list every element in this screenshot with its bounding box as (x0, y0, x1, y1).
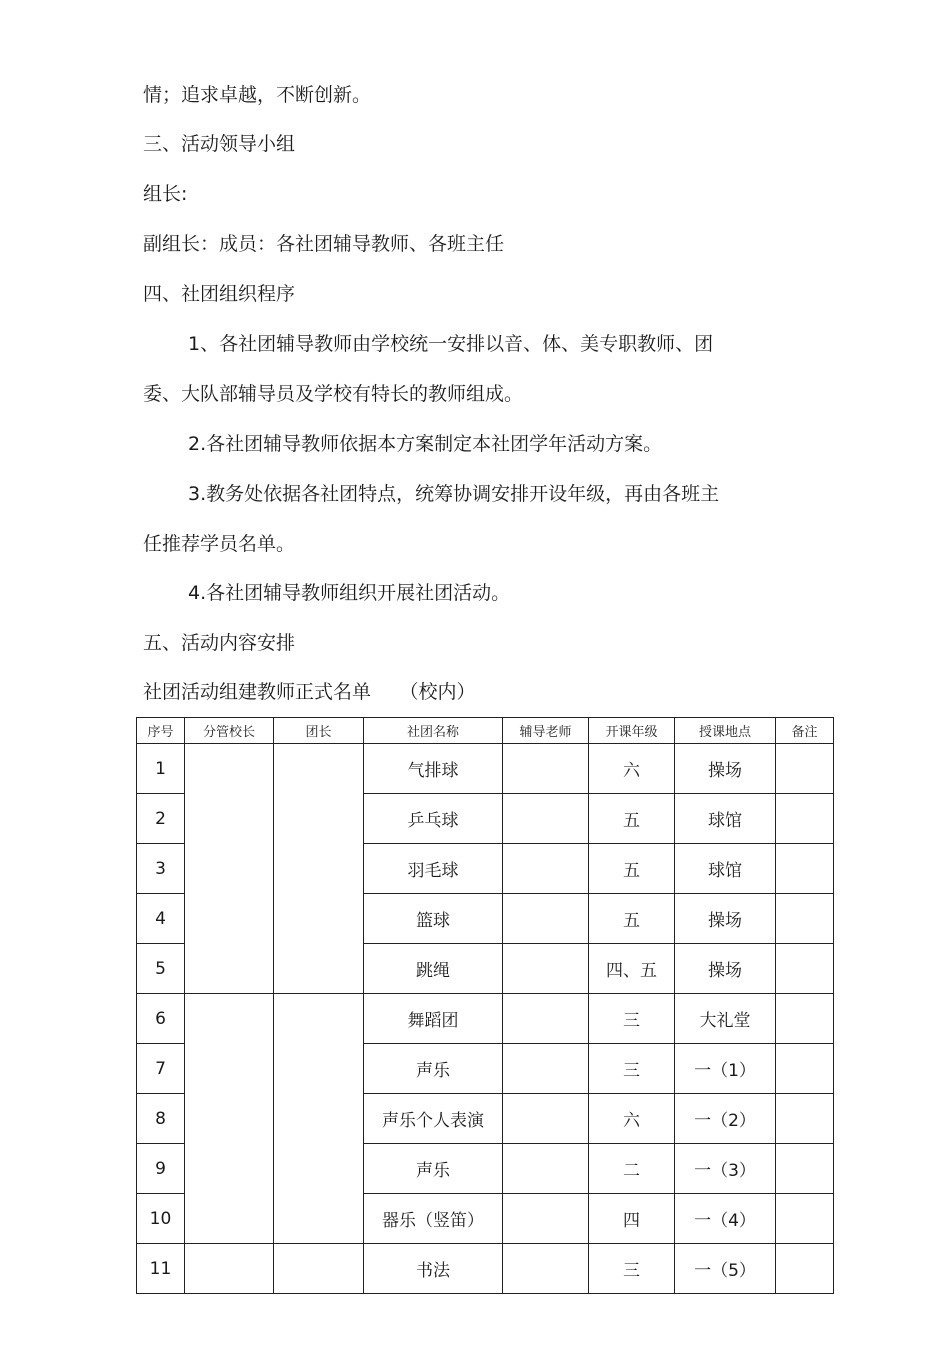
cell-place: 大礼堂 (675, 994, 776, 1044)
cell-remarks (776, 1194, 834, 1244)
cell-tutor (503, 894, 589, 944)
cell-principal (185, 1244, 274, 1294)
procedure-item-3: 3.教务处依据各社团特点，统筹协调安排开设年级，再由各班主 (188, 483, 720, 505)
procedure-item-1-continued: 委、大队部辅导员及学校有特长的教师组成。 (143, 383, 524, 405)
cell-no: 11 (137, 1244, 185, 1294)
header-tutor: 辅导老师 (503, 718, 589, 744)
cell-no: 8 (137, 1094, 185, 1144)
cell-remarks (776, 1144, 834, 1194)
cell-place: 球馆 (675, 844, 776, 894)
table-row (137, 994, 834, 1044)
section-heading-content: 五、活动内容安排 (143, 632, 296, 654)
cell-no: 4 (137, 894, 185, 944)
cell-principal (185, 744, 274, 994)
header-club-name: 社团名称 (364, 718, 503, 744)
cell-grade: 五 (589, 894, 675, 944)
table-row (137, 744, 834, 794)
cell-club: 篮球 (364, 894, 503, 944)
cell-tutor (503, 1244, 589, 1294)
cell-leader (274, 1244, 364, 1294)
cell-no: 5 (137, 944, 185, 994)
cell-remarks (776, 844, 834, 894)
paragraph-continuation: 情；追求卓越，不断创新。 (143, 84, 372, 106)
cell-club: 声乐 (364, 1044, 503, 1094)
cell-club: 声乐 (364, 1144, 503, 1194)
cell-grade: 三 (589, 1244, 675, 1294)
cell-remarks (776, 1044, 834, 1094)
teacher-roster-table (136, 717, 834, 1294)
cell-tutor (503, 1194, 589, 1244)
cell-no: 3 (137, 844, 185, 894)
cell-grade: 三 (589, 1044, 675, 1094)
table-row (137, 1244, 834, 1294)
cell-place: 一（2） (675, 1094, 776, 1144)
cell-tutor (503, 994, 589, 1044)
cell-club: 器乐（竖笛） (364, 1194, 503, 1244)
procedure-item-2: 2.各社团辅导教师依据本方案制定本社团学年活动方案。 (188, 433, 663, 455)
cell-club: 羽毛球 (364, 844, 503, 894)
cell-leader (274, 994, 364, 1244)
cell-place: 一（5） (675, 1244, 776, 1294)
cell-no: 7 (137, 1044, 185, 1094)
cell-place: 操场 (675, 944, 776, 994)
cell-remarks (776, 894, 834, 944)
cell-club: 书法 (364, 1244, 503, 1294)
cell-grade: 五 (589, 794, 675, 844)
section-heading-procedure: 四、社团组织程序 (143, 283, 296, 305)
header-place: 授课地点 (675, 718, 776, 744)
table-header-row (137, 718, 834, 744)
cell-club: 气排球 (364, 744, 503, 794)
cell-remarks (776, 944, 834, 994)
cell-tutor (503, 794, 589, 844)
cell-tutor (503, 744, 589, 794)
cell-no: 2 (137, 794, 185, 844)
cell-place: 操场 (675, 894, 776, 944)
cell-remarks (776, 744, 834, 794)
cell-tutor (503, 1044, 589, 1094)
leader-line: 组长: (143, 183, 188, 205)
cell-club: 声乐个人表演 (364, 1094, 503, 1144)
cell-grade: 六 (589, 1094, 675, 1144)
cell-tutor (503, 1094, 589, 1144)
cell-place: 操场 (675, 744, 776, 794)
deputy-members-line: 副组长：成员：各社团辅导教师、各班主任 (143, 233, 505, 255)
cell-grade: 二 (589, 1144, 675, 1194)
header-leader: 团长 (274, 718, 364, 744)
cell-grade: 五 (589, 844, 675, 894)
cell-grade: 六 (589, 744, 675, 794)
cell-place: 一（1） (675, 1044, 776, 1094)
cell-remarks (776, 794, 834, 844)
cell-tutor (503, 844, 589, 894)
procedure-item-1: 1、各社团辅导教师由学校统一安排以音、体、美专职教师、团 (188, 333, 714, 355)
cell-leader (274, 744, 364, 994)
cell-grade: 四、五 (589, 944, 675, 994)
procedure-item-4: 4.各社团辅导教师组织开展社团活动。 (188, 582, 511, 604)
cell-club: 乒乓球 (364, 794, 503, 844)
cell-grade: 三 (589, 994, 675, 1044)
cell-place: 一（3） (675, 1144, 776, 1194)
cell-remarks (776, 1094, 834, 1144)
header-remarks: 备注 (776, 718, 834, 744)
cell-no: 1 (137, 744, 185, 794)
cell-principal (185, 994, 274, 1244)
header-principal: 分管校长 (185, 718, 274, 744)
header-no: 序号 (137, 718, 185, 744)
procedure-item-3-continued: 任推荐学员名单。 (143, 533, 296, 555)
section-heading-leadership: 三、活动领导小组 (143, 133, 296, 155)
header-grade: 开课年级 (589, 718, 675, 744)
cell-club: 舞蹈团 (364, 994, 503, 1044)
cell-place: 一（4） (675, 1194, 776, 1244)
cell-remarks (776, 1244, 834, 1294)
cell-grade: 四 (589, 1194, 675, 1244)
cell-no: 9 (137, 1144, 185, 1194)
cell-no: 10 (137, 1194, 185, 1244)
cell-tutor (503, 944, 589, 994)
cell-place: 球馆 (675, 794, 776, 844)
cell-tutor (503, 1144, 589, 1194)
table-caption: 社团活动组建教师正式名单 （校内） (143, 681, 476, 703)
cell-no: 6 (137, 994, 185, 1044)
cell-remarks (776, 994, 834, 1044)
cell-club: 跳绳 (364, 944, 503, 994)
